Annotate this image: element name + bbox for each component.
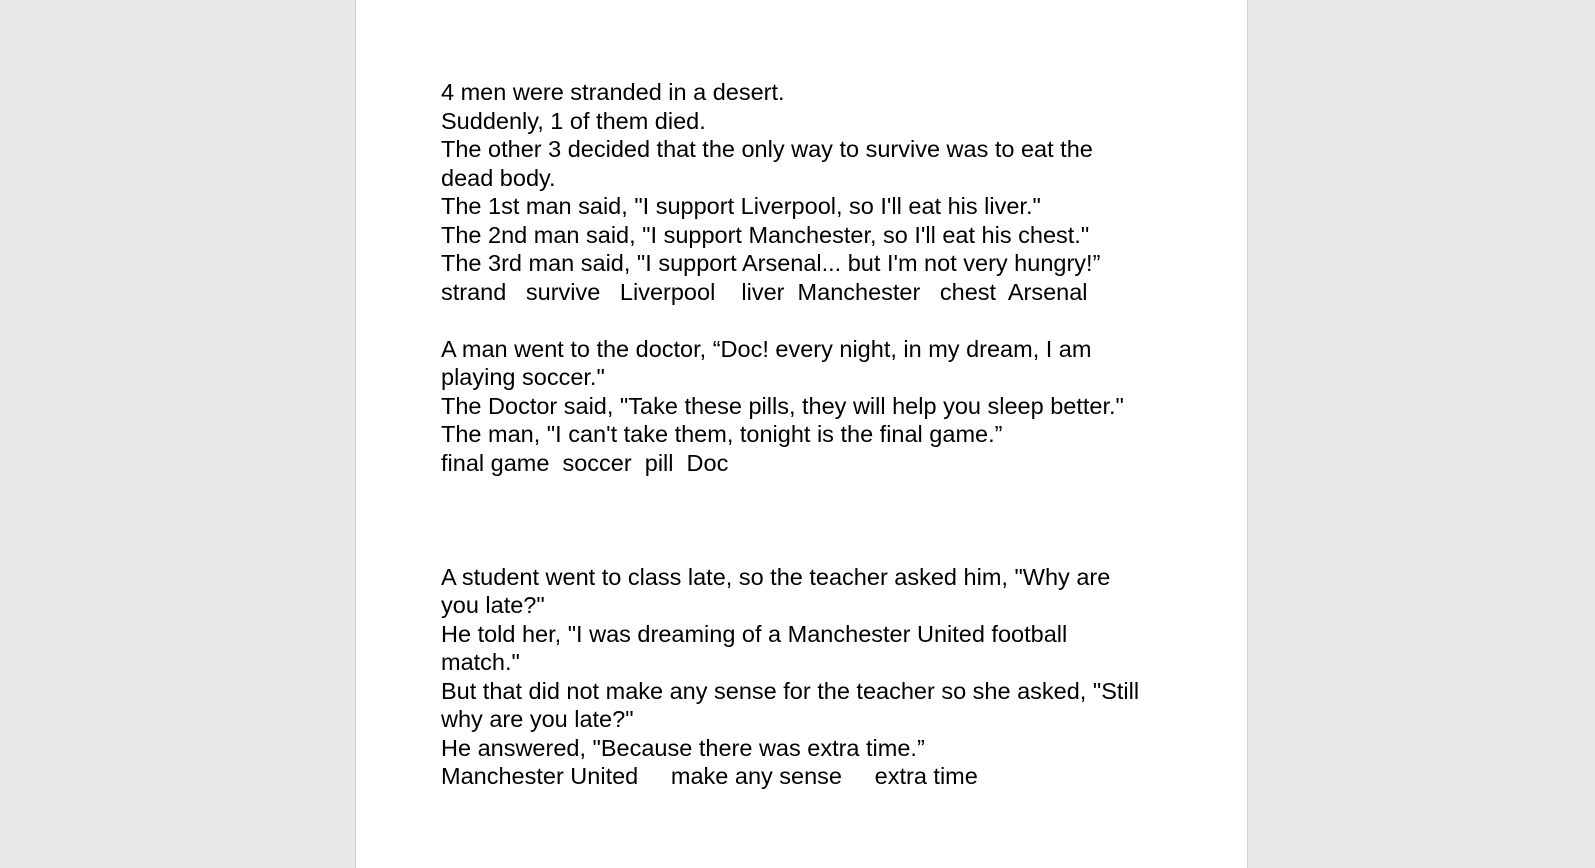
text-line: But that did not make any sense for the teacher so she asked, "Still bbox=[441, 677, 1140, 704]
text-line: playing soccer." bbox=[441, 364, 605, 390]
document-body bbox=[441, 78, 1171, 791]
text-line: why are you late?" bbox=[441, 706, 634, 732]
document-page bbox=[355, 0, 1248, 868]
text-line: He told her, "I was dreaming of a Manchester United football bbox=[441, 620, 1068, 647]
text-line: A man went to the doctor, “Doc! every night, in my dream, I am bbox=[441, 335, 1092, 362]
text-line: The 2nd man said, "I support Manchester, so I'll eat his chest." bbox=[441, 221, 1090, 248]
text-line: you late?" bbox=[441, 592, 545, 618]
text-line: dead body. bbox=[441, 164, 556, 191]
vocabulary-line: strand survive Liverpool liver Manchester chest Arsenal bbox=[441, 278, 1088, 305]
text-line: He answered, "Because there was extra time.” bbox=[441, 734, 925, 761]
text-line: The other 3 decided that the only way to survive was to eat the bbox=[441, 136, 1093, 162]
joke-section-student bbox=[441, 563, 1171, 791]
paragraph-spacer bbox=[441, 477, 1171, 563]
joke-section-desert bbox=[441, 78, 1171, 306]
text-line: The 3rd man said, "I support Arsenal... but I'm not very hungry!” bbox=[441, 250, 1101, 276]
text-line: The Doctor said, "Take these pills, they will help you sleep better." bbox=[441, 392, 1124, 419]
vocabulary-line: Manchester United make any sense extra time bbox=[441, 763, 978, 789]
text-line: The man, "I can't take them, tonight is the final game.” bbox=[441, 421, 1003, 447]
text-line: The 1st man said, "I support Liverpool, so I'll eat his liver." bbox=[441, 193, 1041, 219]
vocabulary-line: final game soccer pill Doc bbox=[441, 449, 729, 476]
text-line: 4 men were stranded in a desert. bbox=[441, 79, 785, 105]
text-line: Suddenly, 1 of them died. bbox=[441, 107, 706, 134]
joke-section-doctor bbox=[441, 335, 1171, 478]
paragraph-spacer bbox=[441, 306, 1171, 335]
text-line: A student went to class late, so the teacher asked him, "Why are bbox=[441, 563, 1111, 590]
text-line: match." bbox=[441, 649, 520, 675]
